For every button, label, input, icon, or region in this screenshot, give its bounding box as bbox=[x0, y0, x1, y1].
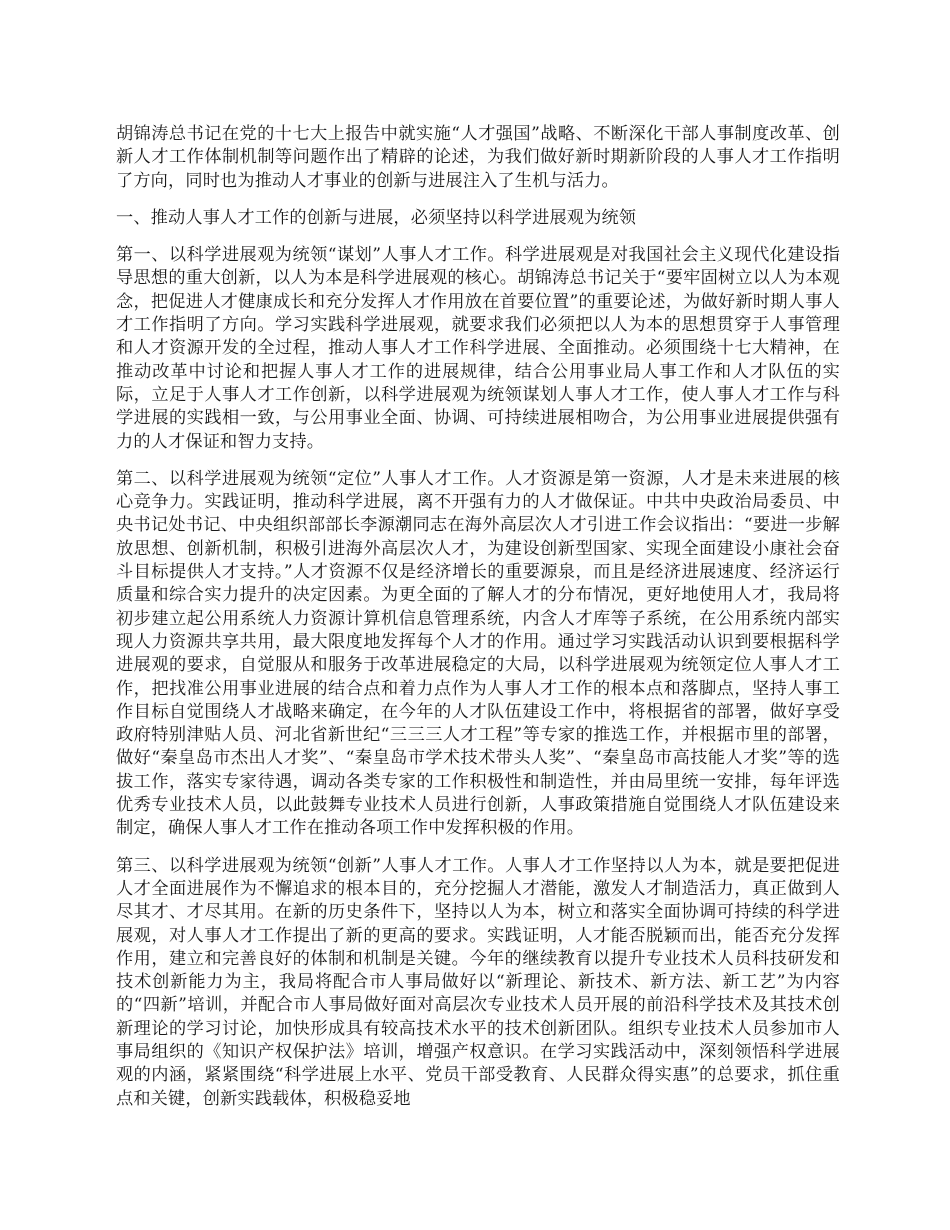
intro-paragraph: 胡锦涛总书记在党的十七大上报告中就实施“人才强国”战略、不断深化干部人事制度改革、创新人才工作体制机制等问题作出了精辟的论述，为我们做好新时期新阶段的人事人才工作指明了方向，同时也为推动人才事业的创新与进展注入了生机与活力。 bbox=[116, 124, 840, 191]
section-heading: 一、推动人事人才工作的创新与进展，必须坚持以科学进展观为统领 bbox=[116, 207, 637, 228]
paragraph-first: 第一、以科学进展观为统领“谋划”人事人才工作。科学进展观是对我国社会主义现代化建设指导思想的重大创新，以人为本是科学进展观的核心。胡锦涛总书记关于“要牢固树立以人为本观念，把促进人才健康成长和充分发挥人才作用放在首要位置”的重要论述，为做好新时期人事人才工作指明了方向。学习实践科学进展观，就要求我们必须把以人为本的思想贯穿于人事管理和人才资源开发的全过程，推动人事人才工作科学进展、全面推动。必须围绕十七大精神，在推动改革中讨论和把握人事人才工作的进展规律，结合公用事业局人事工作和人才队伍的实际，立足于人事人才工作创新，以科学进展观为统领谋划人事人才工作，使人事人才工作与科学进展的实践相一致，与公用事业全面、协调、可持续进展相吻合，为公用事业进展提供强有力的人才保证和智力支持。 bbox=[116, 245, 840, 452]
paragraph-second: 第二、以科学进展观为统领“定位”人事人才工作。人才资源是第一资源，人才是未来进展的核心竞争力。实践证明，推动科学进展，离不开强有力的人才做保证。中共中央政治局委员、中央书记处书记、中央组织部部长李源潮同志在海外高层次人才引进工作会议指出：“要进一步解放思想、创新机制，积极引进海外高层次人才，为建设创新型国家、实现全面建设小康社会奋斗目标提供人才支持。”人才资源不仅是经济增长的重要源泉，而且是经济进展速度、经济运行质量和综合实力提升的决定因素。为更全面的了解人才的分布情况，更好地使用人才，我局将初步建立起公用系统人力资源计算机信息管理系统，内含人才库等子系统，在公用系统内部实现人力资源共享共用，最大限度地发挥每个人才的作用。通过学习实践活动认识到要根据科学进展观的要求，自觉服从和服务于改革进展稳定的大局，以科学进展观为统领定位人事人才工作，把找准公用事业进展的结合点和着力点作为人事人才工作的根本点和落脚点，坚持人事工作目标自觉围绕人才战略来确定，在今年的人才队伍建设工作中，将根据省的部署，做好享受政府特别津贴人员、河北省新世纪“三三三人才工程”等专家的推选工作，并根据市里的部署，做好“秦皇岛市杰出人才奖”、“秦皇岛市学术技术带头人奖”、“秦皇岛市高技能人才奖”等的选拔工作，落实专家待遇，调动各类专家的工作积极性和制造性，并由局里统一安排，每年评选优秀专业技术人员，以此鼓舞专业技术人员进行创新，人事政策措施自觉围绕人才队伍建设来制定，确保人事人才工作在推动各项工作中发挥积极的作用。 bbox=[116, 468, 840, 839]
document-body bbox=[116, 123, 840, 1125]
paragraph-third: 第三、以科学进展观为统领“创新”人事人才工作。人事人才工作坚持以人为本，就是要把促进人才全面进展作为不懈追求的根本目的，充分挖掘人才潜能，激发人才制造活力，真正做到人尽其才、才尽其用。在新的历史条件下，坚持以人为本，树立和落实全面协调可持续的科学进展观，对人事人才工作提出了新的更高的要求。实践证明，人才能否脱颖而出，能否充分发挥作用，建立和完善良好的体制和机制是关键。今年的继续教育以提升专业技术人员科技研发和技术创新能力为主，我局将配合市人事局做好以“新理论、新技术、新方法、新工艺”为内容的“四新”培训，并配合市人事局做好面对高层次专业技术人员开展的前沿科学技术及其技术创新理论的学习讨论，加快形成具有较高技术水平的技术创新团队。组织专业技术人员参加市人事局组织的《知识产权保护法》培训，增强产权意识。在学习实践活动中，深刻领悟科学进展观的内涵，紧紧围绕“科学进展上水平、党员干部受教育、人民群众得实惠”的总要求，抓住重点和关键，创新实践载体，积极稳妥地 bbox=[116, 855, 840, 1109]
